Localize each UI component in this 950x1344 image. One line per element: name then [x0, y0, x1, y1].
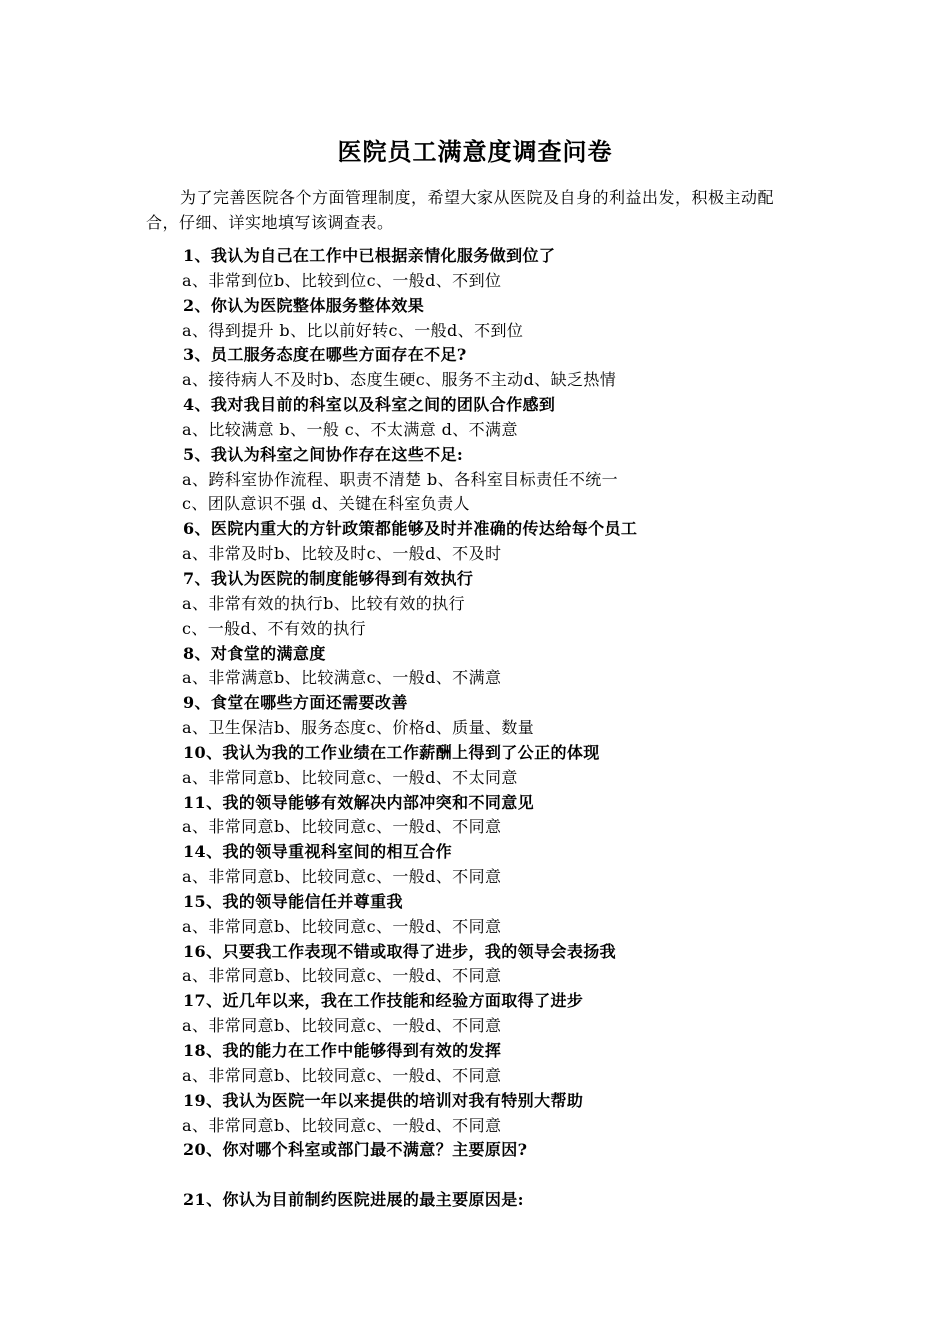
- answer-options: a、非常同意b、比较同意c、一般d、不同意: [182, 1016, 502, 1036]
- answer-options: a、非常有效的执行b、比较有效的执行: [182, 593, 465, 613]
- answer-options: a、跨科室协作流程、职责不清楚 b、各科室目标责任不统一: [182, 469, 619, 489]
- question-text: 2、你认为医院整体服务整体效果: [183, 295, 425, 315]
- answer-options: a、非常同意b、比较同意c、一般d、不太同意: [182, 767, 518, 787]
- question-text: 5、我认为科室之间协作存在这些不足:: [183, 444, 464, 464]
- question-text: 3、员工服务态度在哪些方面存在不足?: [183, 345, 467, 365]
- question-text: 11、我的领导能够有效解决内部冲突和不同意见: [183, 792, 535, 812]
- question-text: 14、我的领导重视科室间的相互合作: [183, 842, 453, 862]
- answer-options: a、比较满意 b、一般 c、不太满意 d、不满意: [182, 419, 518, 439]
- page-title: 医院员工满意度调查问卷: [337, 137, 613, 166]
- question-text: 10、我认为我的工作业绩在工作薪酬上得到了公正的体现: [183, 742, 600, 762]
- question-text: 7、我认为医院的制度能够得到有效执行: [183, 568, 474, 588]
- answer-options: c、团队意识不强 d、关键在科室负责人: [182, 494, 470, 514]
- question-text: 18、我的能力在工作中能够得到有效的发挥: [183, 1041, 502, 1060]
- intro-paragraph: 为了完善医院各个方面管理制度，希望大家从医院及自身的利益出发，积极主动配合，仔细、详实地填写该调查表。: [146, 188, 775, 232]
- answer-options: a、非常到位b、比较到位c、一般d、不到位: [182, 270, 502, 290]
- answer-options: c、一般d、不有效的执行: [182, 618, 367, 638]
- answer-options: a、非常及时b、比较及时c、一般d、不及时: [182, 544, 502, 564]
- question-text: 4、我对我目前的科室以及科室之间的团队合作感到: [183, 395, 556, 415]
- answer-options: a、非常同意b、比较同意c、一般d、不同意: [182, 817, 502, 837]
- answer-options: a、接待病人不及时b、态度生硬c、服务不主动d、缺乏热情: [182, 370, 617, 390]
- question-text: 15、我的领导能信任并尊重我: [183, 891, 403, 911]
- answer-options: a、非常同意b、比较同意c、一般d、不同意: [182, 916, 502, 936]
- answer-options: a、得到提升 b、比以前好转c、一般d、不到位: [182, 320, 524, 340]
- answer-options: a、非常同意b、比较同意c、一般d、不同意: [182, 966, 502, 986]
- question-text: 17、近几年以来，我在工作技能和经验方面取得了进步: [183, 991, 584, 1011]
- question-text: 20、你对哪个科室或部门最不满意？主要原因?: [183, 1140, 528, 1160]
- blank-answer-line: [0, 1163, 950, 1188]
- answer-options: a、非常满意b、比较满意c、一般d、不满意: [182, 668, 502, 688]
- answer-options: a、非常同意b、比较同意c、一般d、不同意: [182, 1115, 502, 1135]
- question-list: [0, 244, 950, 1213]
- question-text: 21、你认为目前制约医院进展的最主要原因是:: [183, 1190, 524, 1210]
- answer-options: a、卫生保洁b、服务态度c、价格d、质量、数量: [182, 718, 535, 738]
- question-text: 16、只要我工作表现不错或取得了进步，我的领导会表扬我: [183, 941, 617, 961]
- question-text: 9、食堂在哪些方面还需要改善: [183, 693, 408, 713]
- question-text: 1、我认为自己在工作中已根据亲情化服务做到位了: [183, 246, 556, 265]
- question-text: 8、对食堂的满意度: [183, 643, 326, 663]
- question-text: 19、我认为医院一年以来提供的培训对我有特别大帮助: [183, 1090, 584, 1110]
- question-text: 6、医院内重大的方针政策都能够及时并准确的传达给每个员工: [183, 519, 638, 539]
- answer-options: a、非常同意b、比较同意c、一般d、不同意: [182, 867, 502, 887]
- answer-options: a、非常同意b、比较同意c、一般d、不同意: [182, 1065, 502, 1085]
